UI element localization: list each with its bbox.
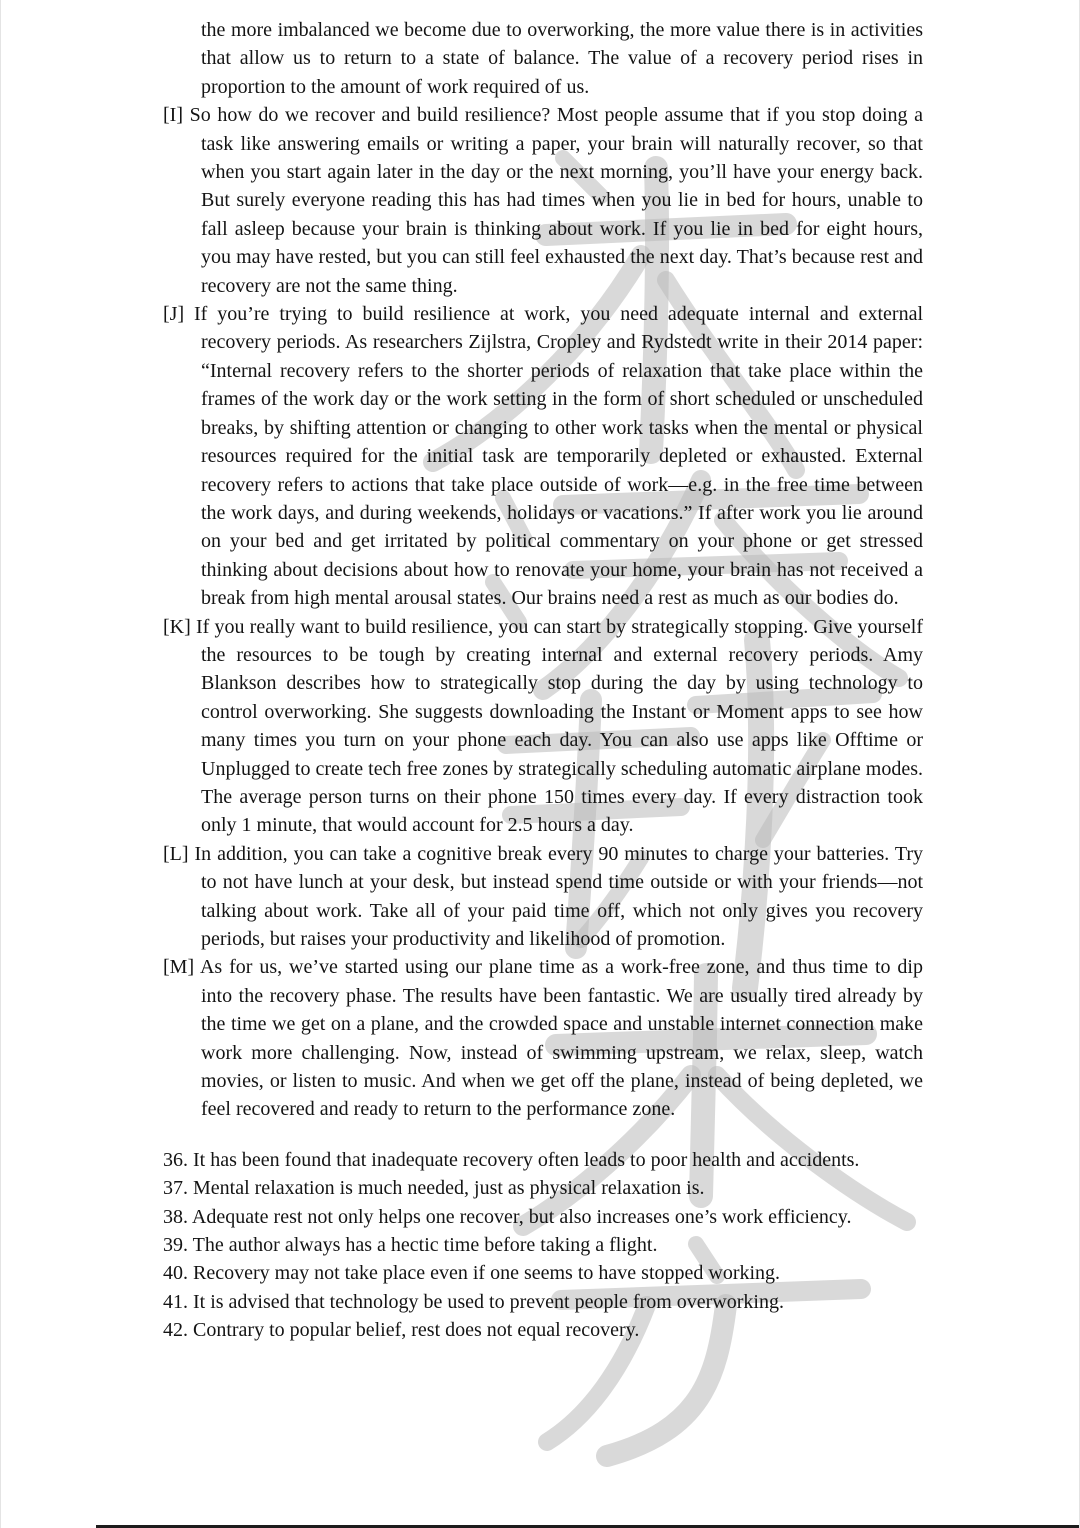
question-text: Contrary to popular belief, rest does not equal recovery. <box>193 1319 640 1342</box>
question-text: It is advised that technology be used to prevent people from overworking. <box>193 1290 784 1313</box>
paragraph-text: If you really want to build resilience, you can start by strategically stopping. Give yourself the resources to be tough by creating internal and external recovery periods. Amy Blankson describes how to strategically stop during the day by using technology to control overworking. She suggests downloading the Instant or Moment apps to see how many times you turn on your phone each day. You can also use apps like Offtime or Unplugged to create tech free zones by strategically scheduling automatic airplane modes. The average person turns on their phone 150 times every day. If every distraction took only 1 minute, that would account for 2.5 hours a day. <box>195 615 924 837</box>
question-number: 41. <box>163 1290 188 1313</box>
paragraph-continuation <box>163 16 923 101</box>
paragraph-label: [L] <box>163 842 189 865</box>
questions-list <box>163 1146 923 1345</box>
question-text: Mental relaxation is much needed, just as physical relaxation is. <box>193 1177 705 1200</box>
paragraph-label: [I] <box>163 104 183 127</box>
paragraph-J <box>163 300 923 612</box>
passage-content <box>163 16 923 1345</box>
paragraph-text: the more imbalanced we become due to overworking, the more value there is in activities that allow us to return to a state of balance. The value of a recovery period rises in proportion to the amount of work required of us. <box>201 19 923 98</box>
question-item-39 <box>163 1231 923 1259</box>
question-text: The author always has a hectic time before taking a flight. <box>192 1234 658 1257</box>
question-number: 39. <box>163 1234 188 1257</box>
paragraph-text: So how do we recover and build resilience? Most people assume that if you stop doing a task like answering emails or writing a paper, your brain will naturally recover, so that when you start again later in the day or the next morning, you’ll have your energy back. But surely everyone reading this has had times when you lie in bed for hours, unable to fall asleep because your brain is thinking about work. If you lie in bed for eight hours, you may have rested, but you can still feel exhausted the next day. That’s because rest and recovery are not the same thing. <box>189 104 924 297</box>
paragraph-I <box>163 101 923 300</box>
paragraph-L <box>163 840 923 954</box>
question-text: Recovery may not take place even if one seems to have stopped working. <box>193 1262 781 1285</box>
paragraph-text: If you’re trying to build resilience at work, you need adequate internal and external recovery periods. As researchers Zijlstra, Cropley and Rydstedt write in their 2014 paper: “Internal recovery refers to the shorter periods of relaxation that take place within the frames of the work day or the work setting in the form of short scheduled or unscheduled breaks, by shifting attention or changing to other work tasks when the mental or physical resources required for the initial task are temporarily depleted or exhausted. External recovery refers to actions that take place outside of work—e.g. in the free time between the work days, and during weekends, holidays or vacations.” If after work you lie around on your bed and get irritated by political commentary on your phone or get stressed thinking about decisions about how to renovate your home, your brain has not received a break from high mental arousal states. Our brains need a rest as much as our bodies do. <box>194 303 923 610</box>
question-item-40 <box>163 1259 923 1287</box>
question-number: 42. <box>163 1319 188 1342</box>
paragraph-text: In addition, you can take a cognitive break every 90 minutes to charge your batteries. Try to not have lunch at your desk, but instead spend time outside or with your friends—not talking about work. Take all of your paid time off, which not only gives you recovery periods, but raises your productivity and likelihood of promotion. <box>194 842 924 950</box>
question-number: 37. <box>163 1177 188 1200</box>
question-item-37 <box>163 1174 923 1202</box>
paragraph-label: [K] <box>163 615 191 638</box>
question-text: Adequate rest not only helps one recover, but also increases one’s work efficiency. <box>191 1205 852 1228</box>
question-item-38 <box>163 1203 923 1231</box>
question-number: 36. <box>163 1148 188 1171</box>
paragraph-label: [M] <box>163 956 195 979</box>
question-number: 40. <box>163 1262 188 1285</box>
question-text: It has been found that inadequate recovery often leads to poor health and accidents. <box>193 1148 860 1171</box>
paragraph-label: [J] <box>163 303 185 326</box>
question-number: 38. <box>163 1205 188 1228</box>
question-item-42 <box>163 1316 923 1344</box>
question-item-41 <box>163 1288 923 1316</box>
paragraph-text: As for us, we’ve started using our plane time as a work-free zone, and thus time to dip into the recovery phase. The results have been fantastic. We are usually tired already by the time we get on a plane, and the crowded space and unstable internet connection make work more challenging. Now, instead of swimming upstream, we relax, sleep, watch movies, or listen to music. And when we get off the plane, instead of being depleted, we feel recovered and ready to return to the performance zone. <box>199 956 923 1121</box>
paragraph-M <box>163 953 923 1123</box>
paragraph-K <box>163 613 923 840</box>
question-item-36 <box>163 1146 923 1174</box>
